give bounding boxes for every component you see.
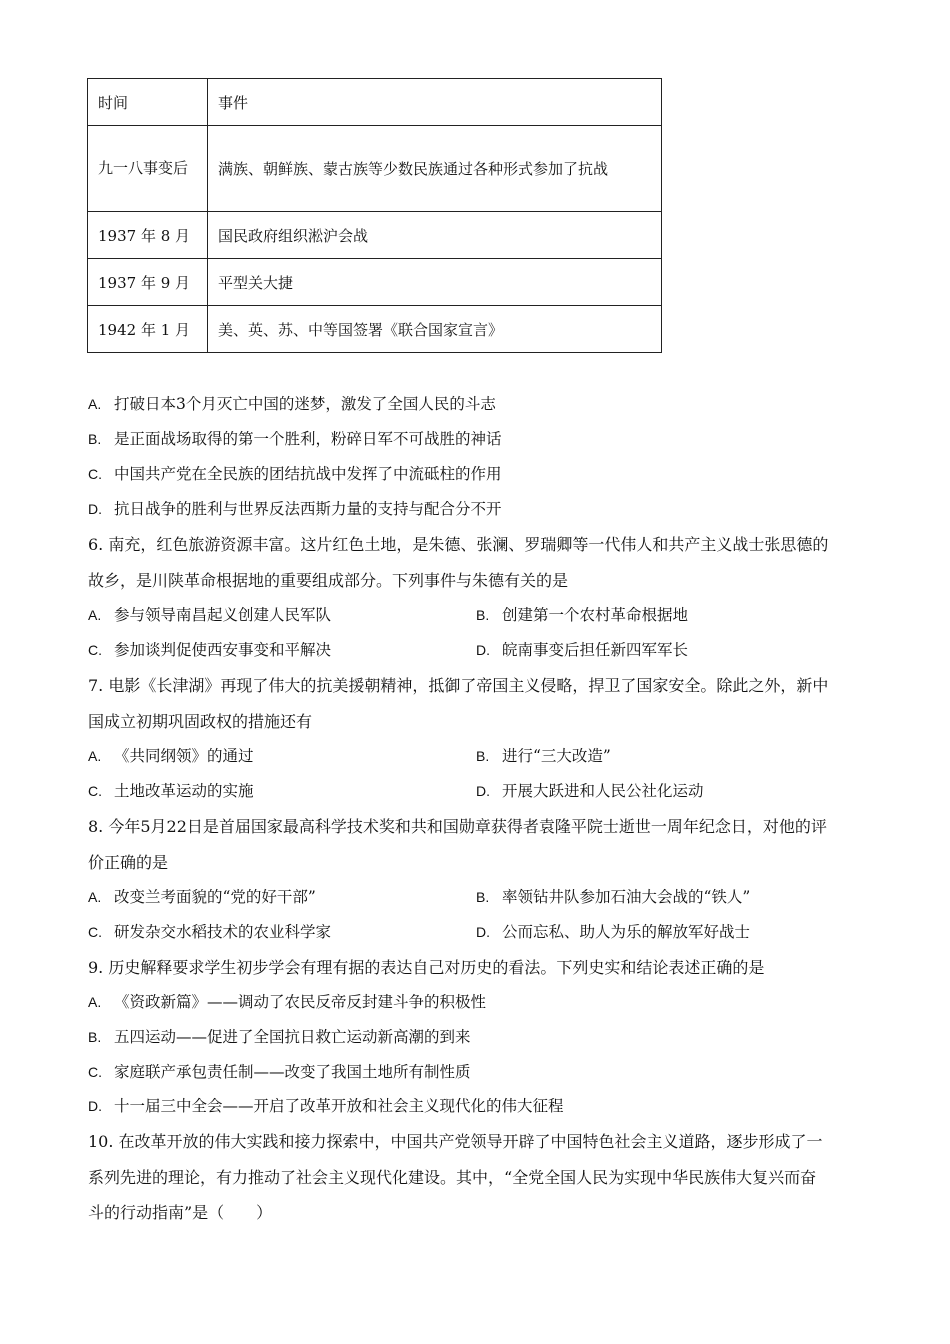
row-event: 平型关大捷 <box>208 259 662 306</box>
q7-stem-line1: 7. 电影《长津湖》再现了伟大的抗美援朝精神，抵御了帝国主义侵略，捍卫了国家安全。除此之外，新中 <box>88 676 829 695</box>
option-label: C. <box>88 466 102 482</box>
q8-stem-line2: 价正确的是 <box>88 853 169 872</box>
option-label: A. <box>88 396 102 412</box>
q8-option-a <box>88 885 316 907</box>
table-row <box>88 259 662 306</box>
q7-option-a <box>88 744 254 766</box>
table-header-row <box>88 79 662 126</box>
events-table <box>87 78 662 353</box>
row-time: 1942 年 1 月 <box>88 306 208 353</box>
option-text: 中国共产党在全民族的团结抗战中发挥了中流砥柱的作用 <box>114 465 502 483</box>
q5-option-d <box>88 497 502 519</box>
q6-stem-line2: 故乡，是川陕革命根据地的重要组成部分。下列事件与朱德有关的是 <box>88 571 569 590</box>
q5-option-a <box>88 392 496 414</box>
q8-option-b <box>476 885 750 907</box>
option-label: C. <box>88 924 102 940</box>
option-label: C. <box>88 642 102 658</box>
row-event: 美、英、苏、中等国签署《联合国家宣言》 <box>208 306 662 353</box>
option-text: 抗日战争的胜利与世界反法西斯力量的支持与配合分不开 <box>114 500 502 518</box>
table-row <box>88 126 662 212</box>
row-event: 满族、朝鲜族、蒙古族等少数民族通过各种形式参加了抗战 <box>208 126 662 212</box>
row-time: 1937 年 8 月 <box>88 212 208 259</box>
option-label: D. <box>88 1098 102 1114</box>
q9-stem-line1: 9. 历史解释要求学生初步学会有理有据的表达自己对历史的看法。下列史实和结论表述正确的是 <box>88 958 765 977</box>
option-label: B. <box>88 1029 102 1045</box>
q7-option-d <box>476 779 704 801</box>
q9-option-a <box>88 990 486 1012</box>
q9-option-c <box>88 1060 471 1082</box>
option-text: 《资政新篇》——调动了农民反帝反封建斗争的积极性 <box>114 993 487 1011</box>
option-text: 进行“三大改造” <box>502 747 611 765</box>
option-text: 土地改革运动的实施 <box>114 782 254 800</box>
table-row <box>88 212 662 259</box>
option-label: D. <box>476 783 490 799</box>
table-row <box>88 306 662 353</box>
option-label: D. <box>88 501 102 517</box>
option-text: 《共同纲领》的通过 <box>114 747 254 765</box>
option-label: D. <box>476 924 490 940</box>
option-text: 创建第一个农村革命根据地 <box>502 606 689 624</box>
q9-option-b <box>88 1025 471 1047</box>
option-text: 研发杂交水稻技术的农业科学家 <box>114 923 332 941</box>
option-text: 打破日本3个月灭亡中国的迷梦，激发了全国人民的斗志 <box>114 395 496 413</box>
q7-option-b <box>476 744 611 766</box>
option-text: 开展大跃进和人民公社化运动 <box>502 782 704 800</box>
q7-stem-line2: 国成立初期巩固政权的措施还有 <box>88 712 313 731</box>
header-event: 事件 <box>208 79 662 126</box>
q10-stem-line1: 10. 在改革开放的伟大实践和接力探索中，中国共产党领导开辟了中国特色社会主义道路，逐步形成了一 <box>88 1132 823 1151</box>
row-event: 国民政府组织淞沪会战 <box>208 212 662 259</box>
q8-stem-line1: 8. 今年5月22日是首届国家最高科学技术奖和共和国勋章获得者袁隆平院士逝世一周年纪念日，对他的评 <box>88 817 827 836</box>
option-text: 参与领导南昌起义创建人民军队 <box>114 606 332 624</box>
option-label: B. <box>476 748 490 764</box>
option-text: 五四运动——促进了全国抗日救亡运动新高潮的到来 <box>114 1028 471 1046</box>
option-text: 皖南事变后担任新四军军长 <box>502 641 689 659</box>
q7-option-c <box>88 779 254 801</box>
q6-option-c <box>88 638 331 660</box>
option-label: B. <box>88 431 102 447</box>
option-text: 是正面战场取得的第一个胜利，粉碎日军不可战胜的神话 <box>114 430 502 448</box>
option-text: 率领钻井队参加石油大会战的“铁人” <box>502 888 751 906</box>
q9-option-d <box>88 1094 564 1116</box>
q6-option-a <box>88 603 331 625</box>
option-label: A. <box>88 607 102 623</box>
option-text: 十一届三中全会——开启了改革开放和社会主义现代化的伟大征程 <box>114 1097 564 1115</box>
q5-option-b <box>88 427 502 449</box>
row-time: 九一八事变后 <box>88 126 208 212</box>
option-label: C. <box>88 1064 102 1080</box>
q6-option-d <box>476 638 688 660</box>
option-label: D. <box>476 642 490 658</box>
option-label: A. <box>88 889 102 905</box>
q10-stem-line2: 系列先进的理论，有力推动了社会主义现代化建设。其中，“全党全国人民为实现中华民族伟大复兴而奋 <box>88 1168 817 1187</box>
header-time: 时间 <box>88 79 208 126</box>
q6-stem-line1: 6. 南充，红色旅游资源丰富。这片红色土地，是朱德、张澜、罗瑞卿等一代伟人和共产主义战士张思德的 <box>88 535 829 554</box>
q8-option-c <box>88 920 331 942</box>
option-text: 改变兰考面貌的“党的好干部” <box>114 888 316 906</box>
option-label: C. <box>88 783 102 799</box>
row-time: 1937 年 9 月 <box>88 259 208 306</box>
option-label: B. <box>476 889 490 905</box>
q5-option-c <box>88 462 502 484</box>
option-label: A. <box>88 748 102 764</box>
option-text: 公而忘私、助人为乐的解放军好战士 <box>502 923 751 941</box>
q6-option-b <box>476 603 688 625</box>
q10-stem-line3: 斗的行动指南”是（ ） <box>88 1203 273 1222</box>
option-label: B. <box>476 607 490 623</box>
q8-option-d <box>476 920 750 942</box>
option-text: 家庭联产承包责任制——改变了我国土地所有制性质 <box>114 1063 471 1081</box>
option-label: A. <box>88 994 102 1010</box>
option-text: 参加谈判促使西安事变和平解决 <box>114 641 332 659</box>
